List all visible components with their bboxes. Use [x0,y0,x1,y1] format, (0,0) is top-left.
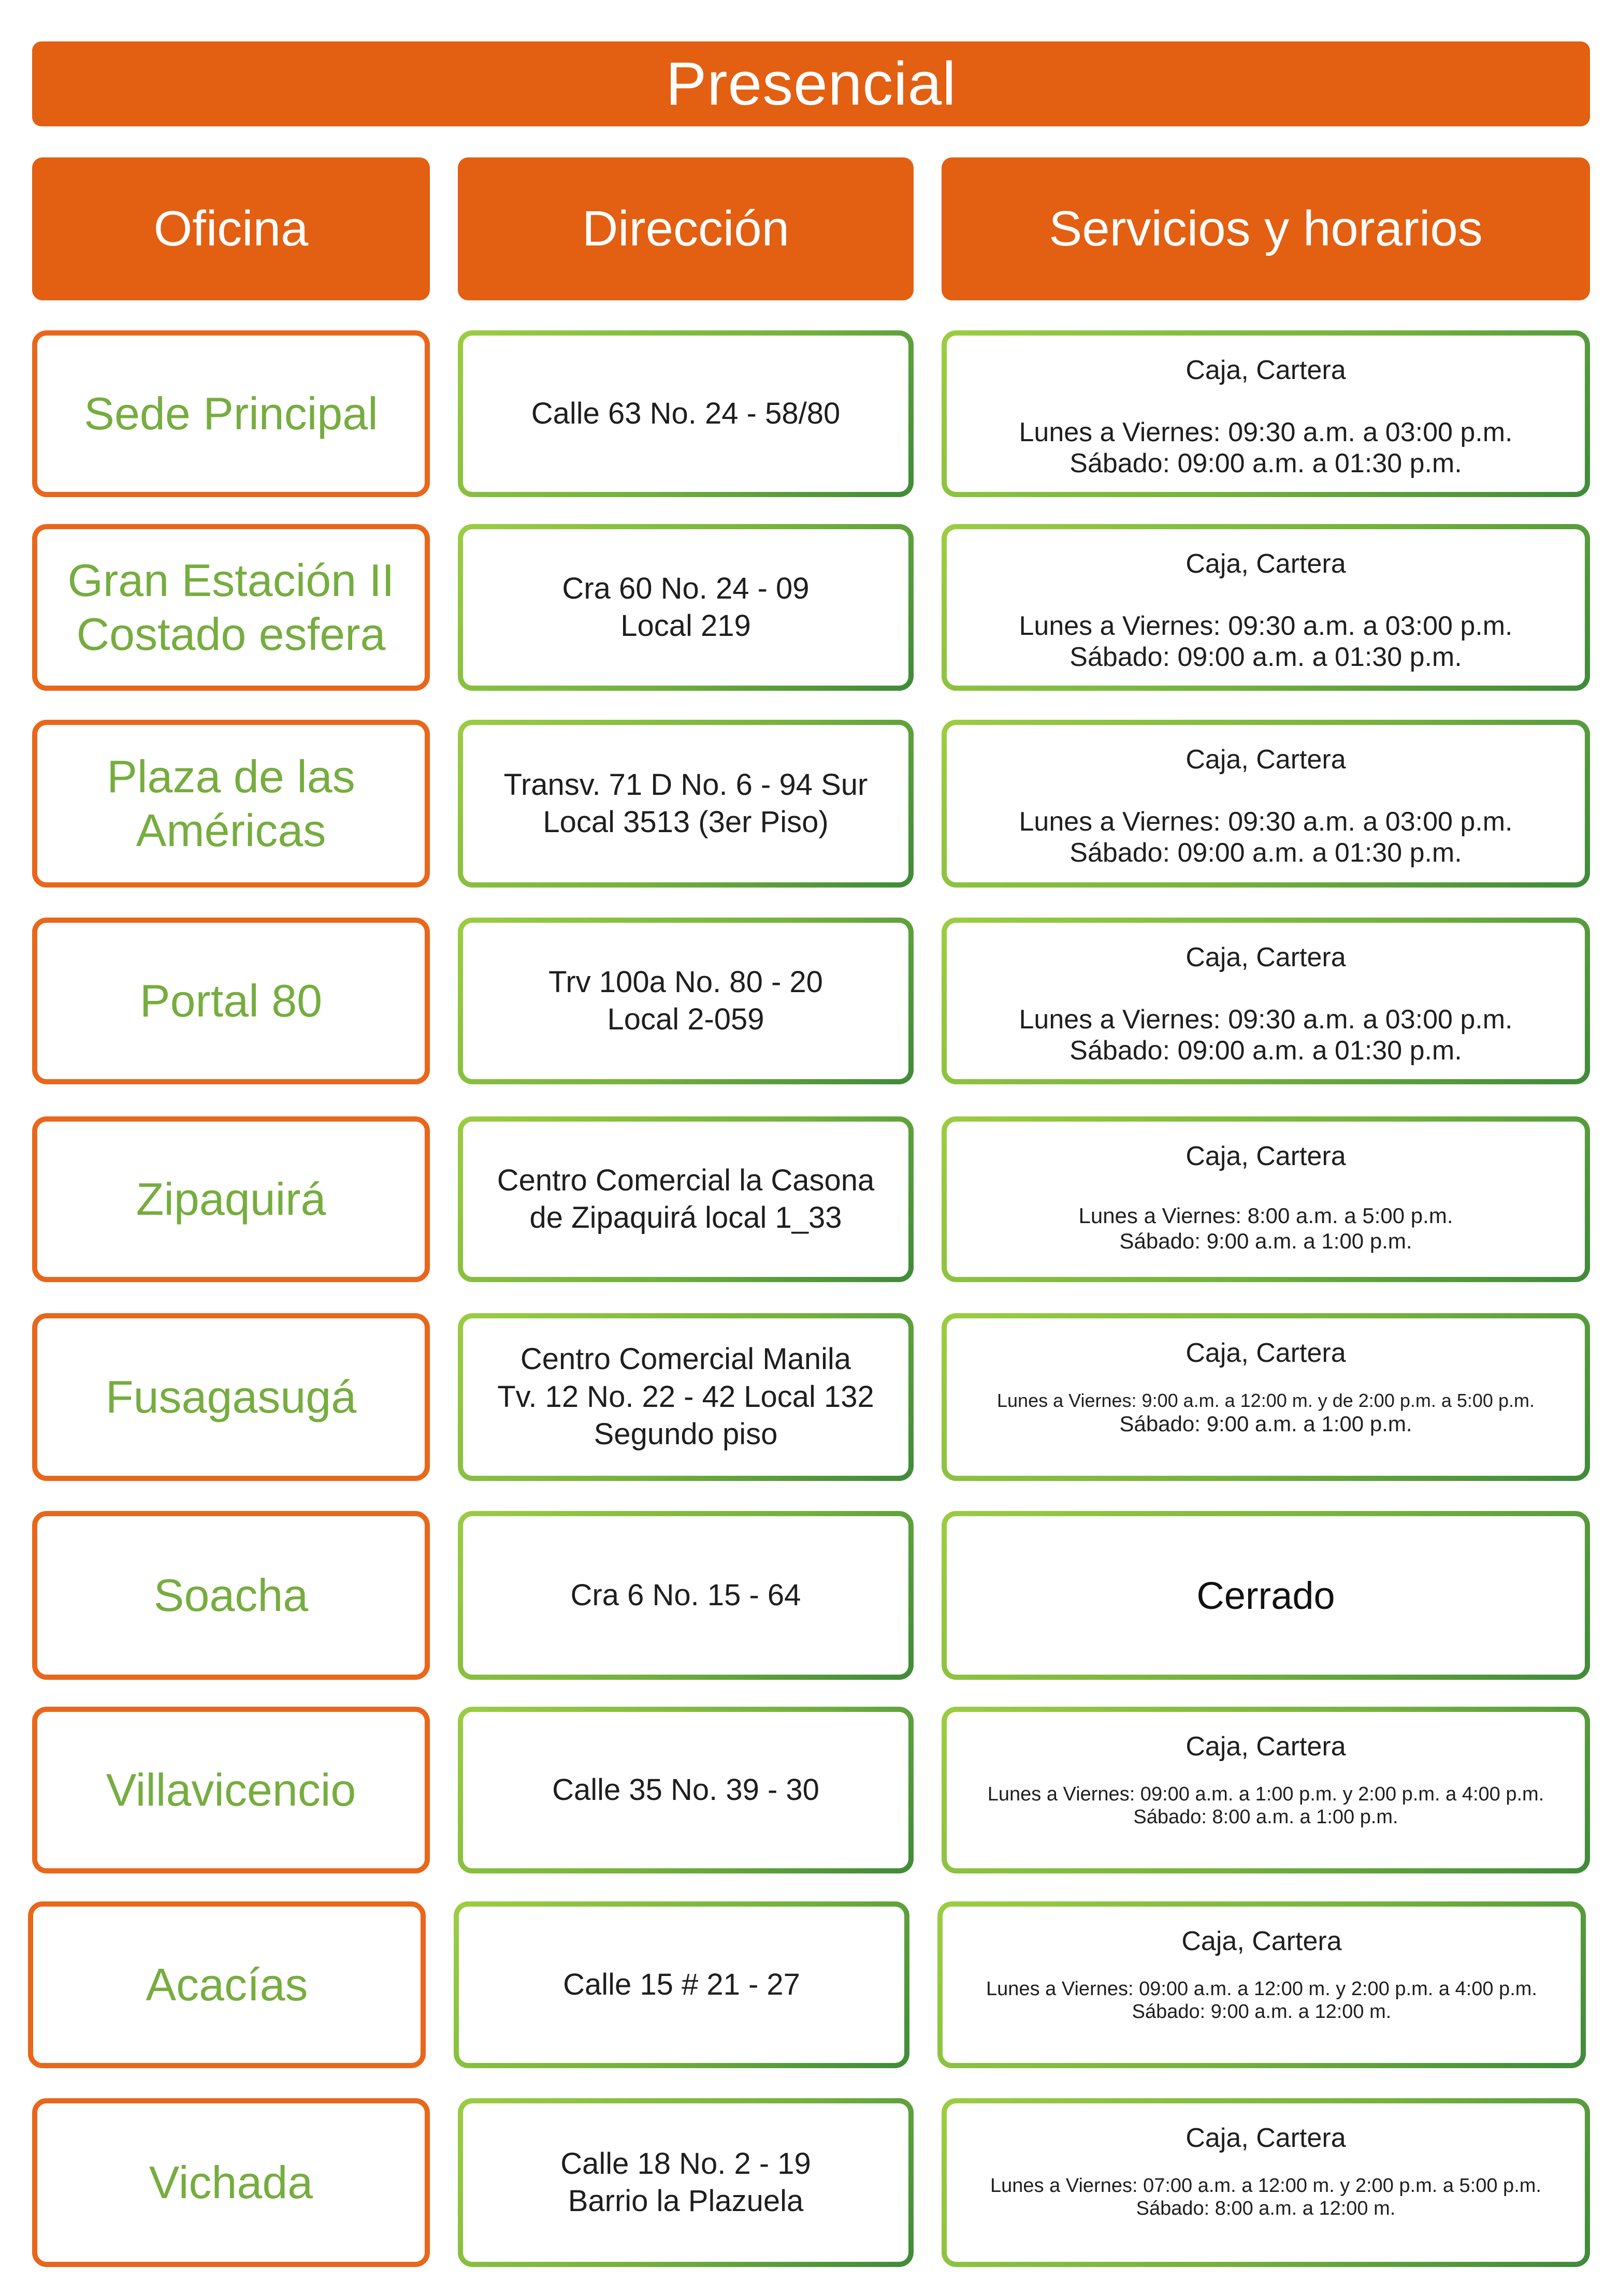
address-line: Centro Comercial Manila [520,1342,851,1376]
hours-weekday: Lunes a Viernes: 8:00 a.m. a 5:00 p.m. [1078,1203,1453,1228]
hours-saturday: Sábado: 9:00 a.m. a 1:00 p.m. [1119,1411,1412,1436]
services-type: Caja, Cartera [1186,942,1346,972]
hours-saturday: Sábado: 09:00 a.m. a 01:30 p.m. [1069,1036,1462,1066]
hours-weekday: Lunes a Viernes: 09:30 a.m. a 03:00 p.m. [1019,611,1513,642]
address-line: Trv 100a No. 80 - 20 [548,965,823,999]
address-cell [458,2098,914,2267]
services-cell [942,2098,1590,2267]
header-address: Dirección [458,157,914,300]
services-cell [942,524,1590,691]
page-title: Presencial [32,41,1590,126]
services-cell [942,1511,1590,1680]
office-name: Fusagasugá [105,1371,357,1423]
address-line: Barrio la Plazuela [568,2184,804,2218]
hours-weekday: Lunes a Viernes: 07:00 a.m. a 12:00 m. y 2:00 p.m. a 5:00 p.m. [990,2175,1541,2197]
address-line: Cra 6 No. 15 - 64 [570,1578,801,1612]
address-line: Local 3513 (3er Piso) [543,805,829,839]
services-type: Caja, Cartera [1186,1141,1346,1171]
office-name: Gran Estación II [67,555,395,606]
office-name: Costado esfera [76,608,386,660]
address-line: Calle 63 No. 24 - 58/80 [531,396,841,430]
hours-saturday: Sábado: 09:00 a.m. a 01:30 p.m. [1069,838,1462,868]
services-cell [937,1901,1586,2068]
office-cell [32,1313,430,1481]
address-cell [458,720,914,888]
office-cell [32,330,430,497]
address-cell [458,1116,914,1282]
address-line: Tv. 12 No. 22 - 42 Local 132 [497,1379,874,1414]
address-cell [458,918,914,1084]
address-cell [458,524,914,691]
office-name: Zipaquirá [136,1173,326,1225]
services-cell [942,720,1590,888]
address-cell [458,1707,914,1873]
office-cell [32,524,430,691]
address-cell [458,330,914,497]
address-line: Local 2-059 [607,1002,764,1036]
office-cell [32,720,430,888]
office-cell [32,918,430,1084]
address-cell [458,1511,914,1680]
services-cell [942,1707,1590,1873]
address-line: Calle 18 No. 2 - 19 [560,2146,811,2181]
hours-weekday: Lunes a Viernes: 09:00 a.m. a 12:00 m. y 2:00 p.m. a 4:00 p.m. [986,1978,1537,2000]
hours-weekday: Lunes a Viernes: 9:00 a.m. a 12:00 m. y de 2:00 p.m. a 5:00 p.m. [997,1390,1535,1412]
closed-status: Cerrado [1196,1574,1335,1617]
services-type: Caja, Cartera [1186,1732,1346,1762]
hours-weekday: Lunes a Viernes: 09:30 a.m. a 03:00 p.m. [1019,417,1513,448]
services-type: Caja, Cartera [1186,1338,1346,1368]
hours-saturday: Sábado: 09:00 a.m. a 01:30 p.m. [1069,642,1462,673]
office-cell [32,2098,430,2267]
services-cell [942,1313,1590,1481]
header-services: Servicios y horarios [942,157,1590,300]
office-name: Soacha [153,1570,309,1621]
services-cell [942,330,1590,497]
hours-saturday: Sábado: 9:00 a.m. a 12:00 m. [1132,2001,1392,2023]
hours-saturday: Sábado: 09:00 a.m. a 01:30 p.m. [1069,448,1462,479]
office-cell [32,1511,430,1680]
header-office: Oficina [32,157,430,300]
office-name: Acacías [146,1959,308,2011]
address-cell [458,1313,914,1481]
address-line: Segundo piso [594,1417,778,1451]
address-cell [454,1901,909,2068]
hours-weekday: Lunes a Viernes: 09:30 a.m. a 03:00 p.m. [1019,1005,1513,1035]
address-line: de Zipaquirá local 1_33 [529,1201,842,1234]
services-type: Caja, Cartera [1186,745,1346,775]
office-name: Sede Principal [84,388,378,440]
hours-weekday: Lunes a Viernes: 09:30 a.m. a 03:00 p.m. [1019,807,1513,837]
office-cell [32,1707,430,1873]
services-type: Caja, Cartera [1181,1926,1342,1956]
office-name: Vichada [149,2157,313,2208]
office-name: Portal 80 [139,975,323,1027]
hours-saturday: Sábado: 8:00 a.m. a 12:00 m. [1136,2198,1396,2220]
office-name: Plaza de las [107,751,355,803]
services-type: Caja, Cartera [1186,355,1346,385]
office-cell [28,1901,426,2068]
office-cell [32,1116,430,1282]
services-cell [942,1116,1590,1282]
services-type: Caja, Cartera [1186,549,1346,579]
services-type: Caja, Cartera [1186,2123,1346,2153]
address-line: Cra 60 No. 24 - 09 [562,571,810,605]
services-cell [942,918,1590,1084]
address-line: Centro Comercial la Casona [497,1163,875,1197]
address-line: Calle 15 # 21 - 27 [563,1967,800,2001]
office-name: Américas [136,805,326,856]
hours-saturday: Sábado: 9:00 a.m. a 1:00 p.m. [1119,1228,1412,1253]
address-line: Calle 35 No. 39 - 30 [552,1772,819,1807]
office-name: Villavicencio [106,1764,356,1816]
address-line: Local 219 [620,609,751,643]
hours-saturday: Sábado: 8:00 a.m. a 1:00 p.m. [1133,1806,1398,1828]
hours-weekday: Lunes a Viernes: 09:00 a.m. a 1:00 p.m. y 2:00 p.m. a 4:00 p.m. [987,1783,1544,1806]
address-line: Transv. 71 D No. 6 - 94 Sur [503,767,868,802]
